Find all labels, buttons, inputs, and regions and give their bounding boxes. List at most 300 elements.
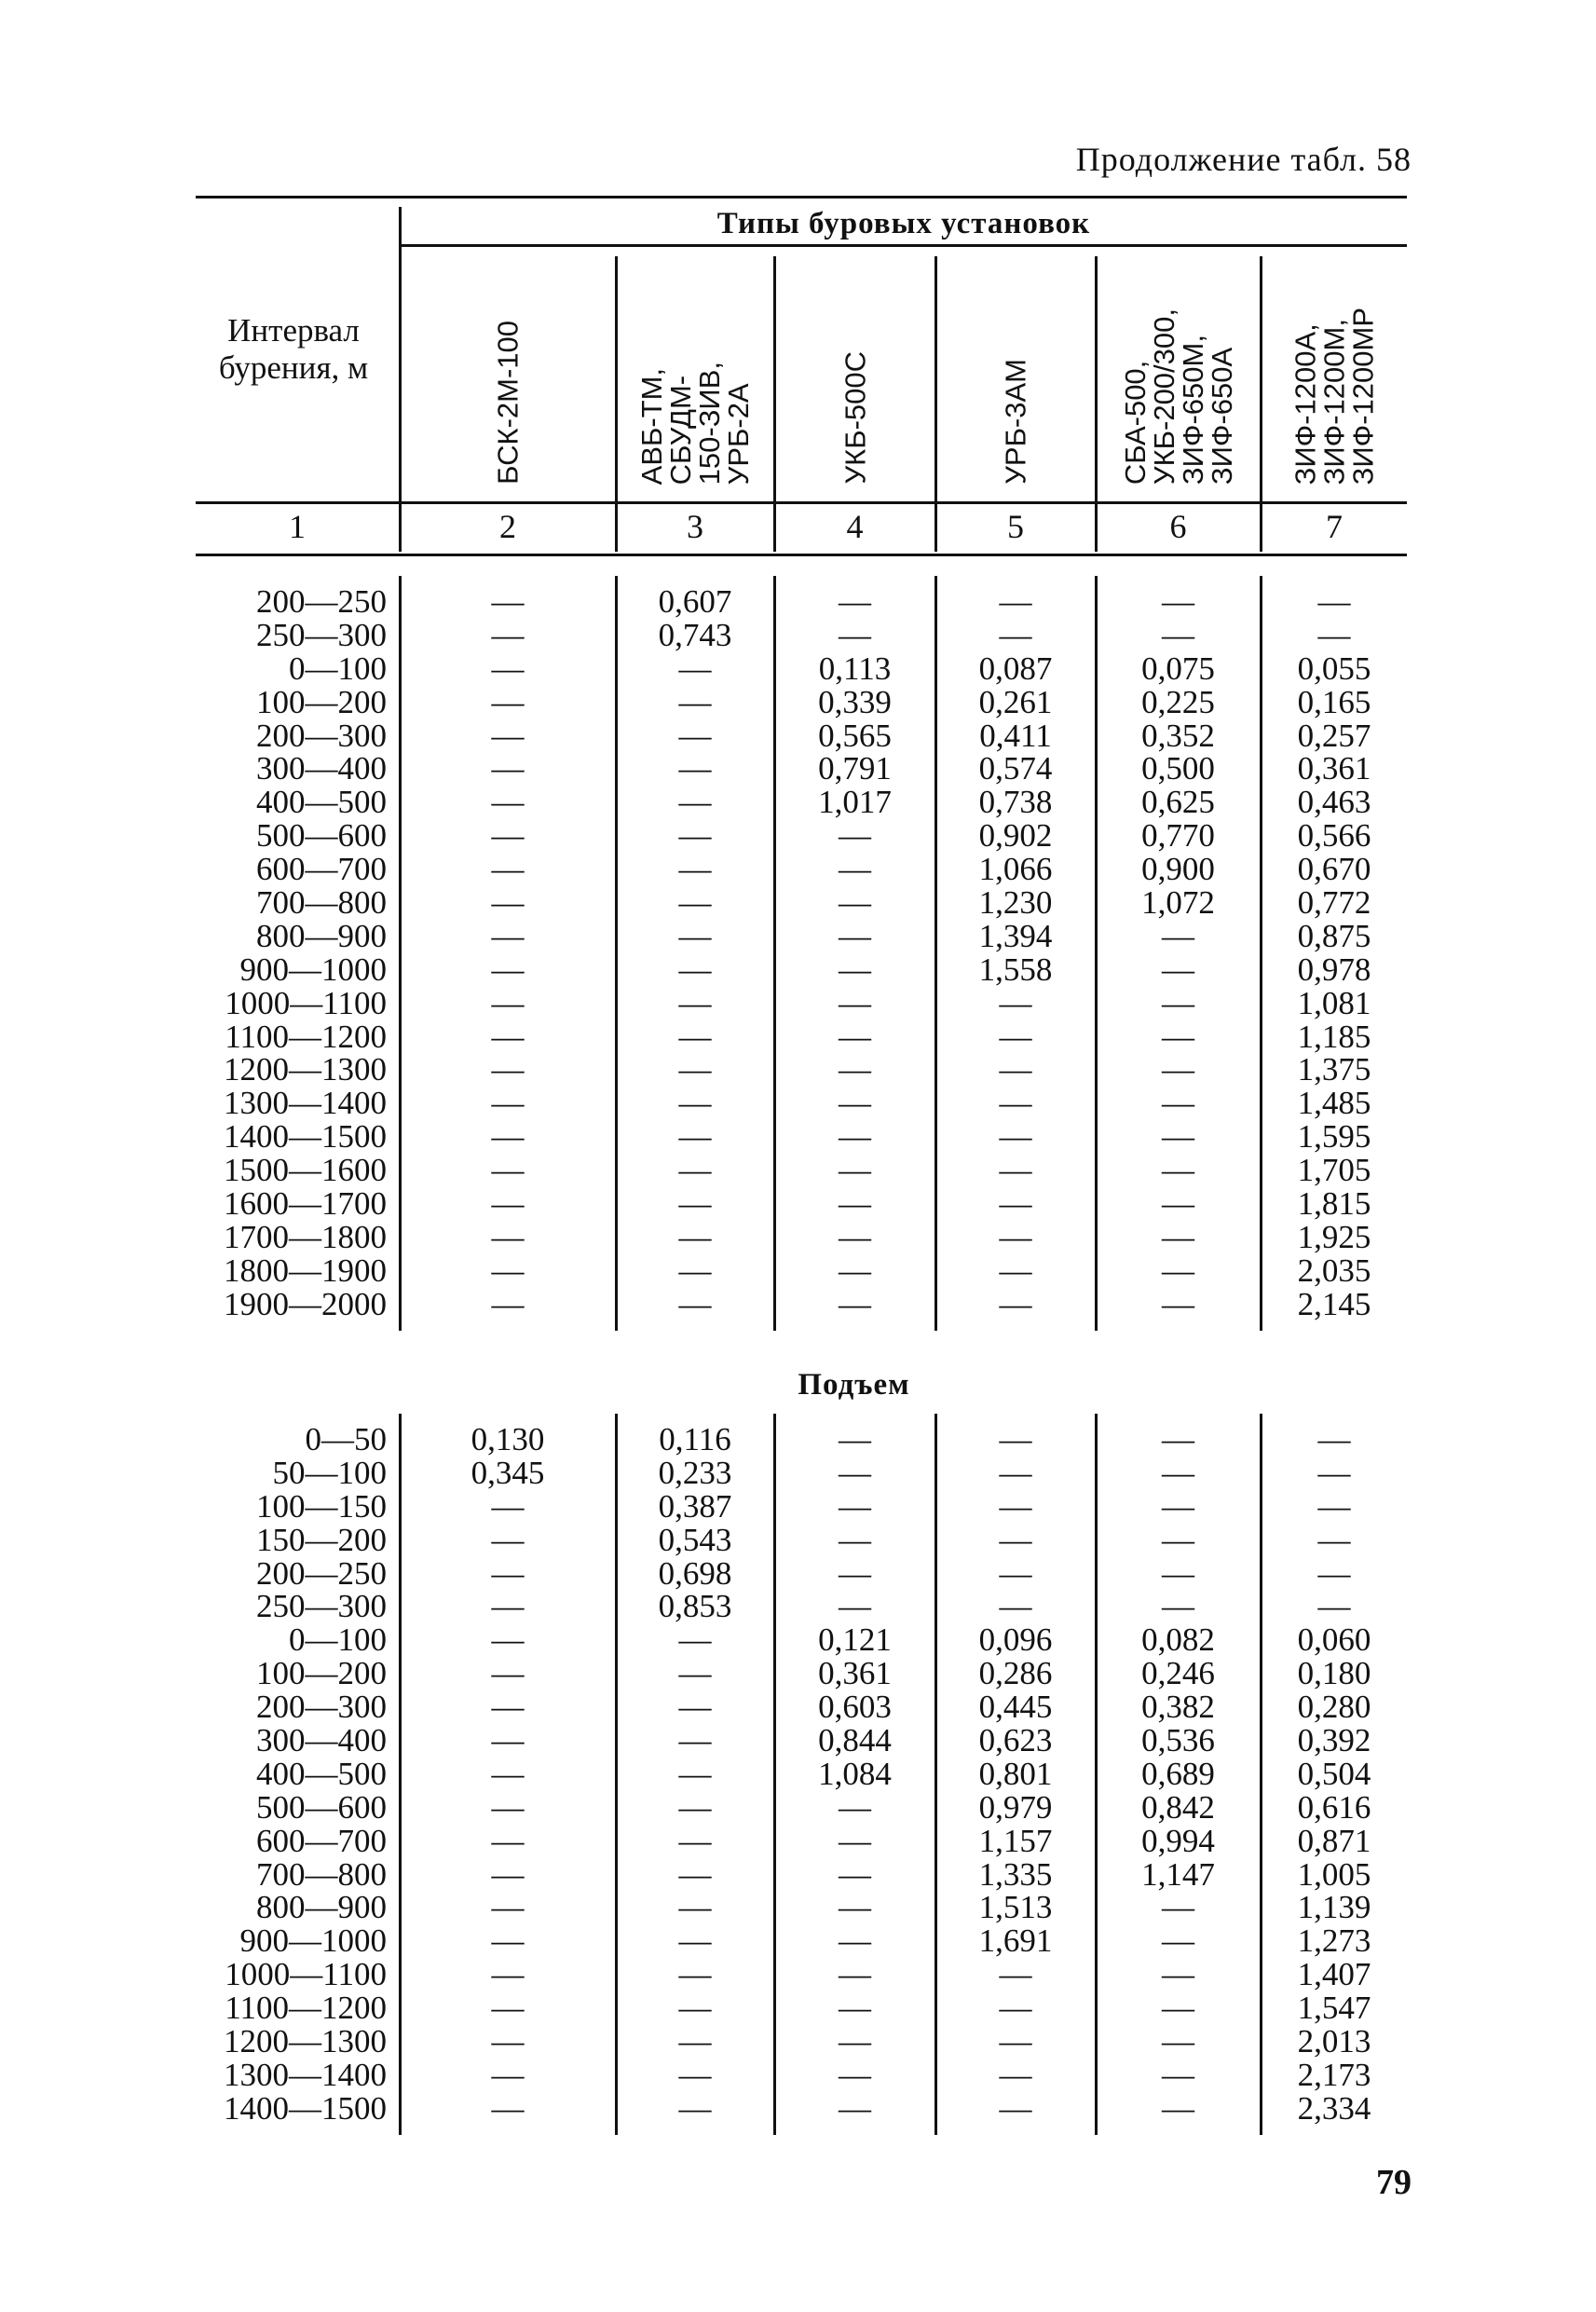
table-cell: —: [999, 1018, 1032, 1055]
table-cell: 2,145: [1297, 1285, 1371, 1322]
table-cell: 1,595: [1297, 1118, 1371, 1156]
table-cell: 0,801: [978, 1755, 1053, 1792]
table-cell: 1,066: [978, 851, 1053, 888]
table-cell: 0,565: [818, 717, 892, 754]
section2-column-c3: [617, 1423, 773, 2126]
table-cell: —: [678, 2056, 712, 2093]
table-cell: —: [678, 1956, 712, 1993]
table-cell: —: [491, 1588, 525, 1625]
table-cell: 1,547: [1297, 1990, 1371, 2027]
table-cell: 0,392: [1297, 1722, 1371, 1759]
table-cell: 0—100: [289, 650, 387, 687]
table-cell: 1200—1300: [224, 1051, 387, 1088]
table-cell: 600—700: [256, 851, 387, 888]
table-cell: —: [678, 1252, 712, 1289]
table-cell: 400—500: [256, 784, 387, 821]
section1-column-c4: [775, 585, 934, 1321]
table-cell: —: [839, 2023, 871, 2060]
table-cell: 1,072: [1141, 884, 1215, 922]
table-cell: —: [678, 817, 712, 855]
table-cell: 100—200: [256, 1655, 387, 1692]
table-cell: —: [491, 1185, 525, 1223]
table-cell: —: [839, 817, 871, 855]
table-cell: —: [491, 1722, 525, 1759]
table-cell: —: [1162, 2056, 1194, 2093]
table-cell: 1,375: [1297, 1051, 1371, 1088]
table-cell: —: [839, 1421, 871, 1457]
col-number-4: 4: [846, 508, 864, 545]
table-cell: —: [839, 1252, 871, 1289]
table-cell: —: [1162, 1018, 1194, 1055]
table-cell: —: [1162, 583, 1194, 620]
table-cell: —: [491, 1285, 525, 1322]
table-cell: 150—200: [256, 1521, 387, 1558]
table-cell: —: [999, 1118, 1032, 1156]
table-cell: —: [999, 616, 1032, 653]
table-cell: —: [839, 2089, 871, 2127]
table-cell: —: [999, 1487, 1032, 1525]
table-cell: —: [1162, 1554, 1194, 1592]
table-cell: —: [678, 1755, 712, 1792]
table-cell: —: [678, 1185, 712, 1223]
table-cell: —: [839, 1285, 871, 1322]
col-head-7: ЗИФ-1200А, ЗИФ-1200М, ЗИФ-1200МР: [1289, 307, 1380, 485]
table-cell: 0,445: [978, 1689, 1053, 1726]
table-cell: 900—1000: [239, 1922, 387, 1960]
table-cell: 100—200: [256, 683, 387, 720]
table-cell: —: [491, 817, 525, 855]
table-cell: —: [491, 1788, 525, 1826]
table-cell: —: [1162, 1956, 1194, 1993]
table-cell: —: [1317, 616, 1351, 653]
table-cell: 0,075: [1141, 650, 1215, 687]
section2-column-c6: [1097, 1423, 1260, 2126]
table-cell: 0,261: [978, 683, 1053, 720]
page-number: 79: [1376, 2163, 1412, 2202]
table-cell: 0,113: [818, 650, 892, 687]
table-cell: —: [491, 1487, 525, 1525]
table-cell: 200—300: [256, 1689, 387, 1726]
col-head-3: АВБ-ТМ, СБУДМ- 150-ЗИВ, УРБ-2А: [635, 361, 755, 485]
table-cell: 0,504: [1297, 1755, 1371, 1792]
numbers-bottom-rule: [196, 554, 1407, 556]
table-cell: —: [839, 917, 871, 954]
table-cell: —: [1162, 1421, 1194, 1457]
table-cell: 0,738: [978, 784, 1053, 821]
table-cell: 0,566: [1297, 817, 1371, 855]
top-rule: [196, 196, 1407, 198]
section1-column-c5: [936, 585, 1095, 1321]
table-cell: —: [999, 1990, 1032, 2027]
table-cell: 2,334: [1297, 2089, 1371, 2127]
table-cell: —: [678, 1152, 712, 1189]
table-cell: —: [491, 583, 525, 620]
table-cell: 0,607: [658, 583, 732, 620]
table-cell: —: [491, 683, 525, 720]
section1-column-c6: [1097, 585, 1260, 1321]
table-cell: —: [839, 583, 871, 620]
table-cell: —: [1162, 1285, 1194, 1322]
table-cell: 0,087: [978, 650, 1053, 687]
table-cell: 1,925: [1297, 1218, 1371, 1255]
table-cell: —: [491, 1554, 525, 1592]
table-cell: 900—1000: [239, 951, 387, 988]
table-cell: —: [999, 1956, 1032, 1993]
table-cell: 250—300: [256, 616, 387, 653]
table-cell: —: [491, 784, 525, 821]
section2-column-intervals: [196, 1423, 387, 2126]
table-cell: —: [839, 1788, 871, 1826]
table-cell: —: [839, 951, 871, 988]
table-cell: —: [839, 2056, 871, 2093]
table-cell: —: [1162, 917, 1194, 954]
table-cell: 0,623: [978, 1722, 1053, 1759]
table-cell: 300—400: [256, 1722, 387, 1759]
table-cell: —: [839, 1588, 871, 1625]
table-cell: 1,691: [978, 1922, 1053, 1960]
section2-column-c7: [1262, 1423, 1407, 2126]
table-cell: —: [678, 1018, 712, 1055]
table-cell: 1,185: [1297, 1018, 1371, 1055]
table-cell: —: [1162, 1521, 1194, 1558]
table-cell: —: [1317, 1454, 1351, 1491]
table-cell: 1,081: [1297, 984, 1371, 1021]
table-cell: 0,844: [818, 1722, 892, 1759]
table-cell: 1,394: [978, 917, 1053, 954]
table-cell: 0,603: [818, 1689, 892, 1726]
table-cell: —: [491, 1118, 525, 1156]
table-cell: —: [678, 1218, 712, 1255]
table-cell: 1,407: [1297, 1956, 1371, 1993]
col-number-2: 2: [499, 508, 516, 545]
table-cell: 50—100: [272, 1454, 387, 1491]
table-cell: —: [999, 1454, 1032, 1491]
table-cell: 0,382: [1141, 1689, 1215, 1726]
table-cell: 1,705: [1297, 1152, 1371, 1189]
table-cell: —: [1162, 1922, 1194, 1960]
table-cell: —: [678, 984, 712, 1021]
table-cell: 300—400: [256, 750, 387, 787]
table-cell: —: [678, 1285, 712, 1322]
table-cell: 0,280: [1297, 1689, 1371, 1726]
table-cell: 0,842: [1141, 1788, 1215, 1826]
table-cell: —: [999, 1285, 1032, 1322]
table-cell: —: [1162, 1218, 1194, 1255]
table-cell: 200—300: [256, 717, 387, 754]
table-cell: 0,286: [978, 1655, 1053, 1692]
col-number-1: 1: [289, 508, 306, 545]
table-cell: —: [491, 884, 525, 922]
table-cell: —: [999, 2089, 1032, 2127]
table-cell: 1700—1800: [224, 1218, 387, 1255]
table-cell: —: [1162, 984, 1194, 1021]
table-cell: —: [678, 1889, 712, 1926]
col-head-2: БСК-2М-100: [491, 321, 525, 485]
table-cell: —: [678, 650, 712, 687]
table-cell: —: [491, 2023, 525, 2060]
table-cell: —: [1162, 1487, 1194, 1525]
table-cell: —: [999, 984, 1032, 1021]
table-cell: —: [1317, 583, 1351, 620]
table-cell: —: [839, 1218, 871, 1255]
table-cell: 0,871: [1297, 1822, 1371, 1859]
table-cell: —: [999, 1152, 1032, 1189]
section2-column-c2: [401, 1423, 615, 2126]
table-cell: —: [1162, 1185, 1194, 1223]
table-cell: 0,352: [1141, 717, 1215, 754]
table-cell: 2,035: [1297, 1252, 1371, 1289]
table-cell: 0,257: [1297, 717, 1371, 754]
table-cell: —: [839, 1185, 871, 1223]
table-cell: —: [999, 1421, 1032, 1457]
table-cell: —: [678, 884, 712, 922]
table-cell: 0,698: [658, 1554, 732, 1592]
table-cell: —: [678, 951, 712, 988]
table-cell: —: [491, 951, 525, 988]
table-cell: 800—900: [256, 1889, 387, 1926]
table-cell: —: [839, 1822, 871, 1859]
table-cell: 1300—1400: [224, 2056, 387, 2093]
table-cell: —: [999, 1051, 1032, 1088]
table-cell: —: [678, 1689, 712, 1726]
table-cell: —: [999, 1252, 1032, 1289]
table-cell: 1,139: [1297, 1889, 1371, 1926]
table-cell: 1600—1700: [224, 1185, 387, 1223]
table-cell: 2,013: [1297, 2023, 1371, 2060]
table-cell: —: [491, 1922, 525, 1960]
section2-column-c4: [775, 1423, 934, 2126]
table-cell: 400—500: [256, 1755, 387, 1792]
table-cell: 1,558: [978, 951, 1053, 988]
table-cell: —: [839, 1956, 871, 1993]
table-cell: 1,335: [978, 1855, 1053, 1893]
table-caption: Продолжение табл. 58: [1075, 141, 1412, 178]
table-cell: 0,574: [978, 750, 1053, 787]
table-cell: 0,225: [1141, 683, 1215, 720]
table-cell: 1,513: [978, 1889, 1053, 1926]
table-cell: 0,902: [978, 817, 1053, 855]
table-cell: 1100—1200: [225, 1990, 387, 2027]
section2-column-c5: [936, 1423, 1095, 2126]
table-cell: 1900—2000: [224, 1285, 387, 1322]
table-cell: —: [839, 1118, 871, 1156]
table-cell: 0,743: [658, 616, 732, 653]
table-cell: —: [491, 1018, 525, 1055]
table-cell: —: [1162, 1454, 1194, 1491]
table-cell: 0,543: [658, 1521, 732, 1558]
table-cell: 0,616: [1297, 1788, 1371, 1826]
table-cell: —: [1162, 2089, 1194, 2127]
table-cell: —: [678, 1118, 712, 1156]
table-cell: —: [678, 717, 712, 754]
table-cell: 0,345: [471, 1454, 545, 1491]
table-cell: —: [839, 1487, 871, 1525]
table-cell: 700—800: [256, 1855, 387, 1893]
table-cell: —: [999, 1554, 1032, 1592]
table-cell: 1,815: [1297, 1185, 1371, 1223]
table-cell: 1,017: [818, 784, 892, 821]
table-cell: 1,273: [1297, 1922, 1371, 1960]
table-cell: 1,084: [818, 1755, 892, 1792]
table-cell: 0,082: [1141, 1621, 1215, 1659]
table-cell: 500—600: [256, 817, 387, 855]
table-cell: 1400—1500: [224, 1118, 387, 1156]
table-cell: 0,463: [1297, 784, 1371, 821]
table-cell: —: [678, 1722, 712, 1759]
table-cell: —: [999, 1218, 1032, 1255]
table-cell: —: [491, 1855, 525, 1893]
table-cell: 0,978: [1297, 951, 1371, 988]
table-cell: —: [678, 1990, 712, 2027]
table-cell: —: [999, 2056, 1032, 2093]
table-cell: 500—600: [256, 1788, 387, 1826]
table-cell: 1,147: [1141, 1855, 1215, 1893]
table-cell: 1,005: [1297, 1855, 1371, 1893]
table-cell: —: [839, 1454, 871, 1491]
table-cell: 0,055: [1297, 650, 1371, 687]
table-cell: —: [999, 2023, 1032, 2060]
table-cell: —: [678, 1822, 712, 1859]
table-cell: 1,230: [978, 884, 1053, 922]
table-cell: —: [839, 1554, 871, 1592]
table-cell: —: [678, 2023, 712, 2060]
table-cell: 0,339: [818, 683, 892, 720]
table-cell: —: [839, 1922, 871, 1960]
table-cell: 0,116: [659, 1421, 731, 1457]
table-cell: —: [839, 1085, 871, 1122]
table-cell: —: [1162, 616, 1194, 653]
table-cell: —: [678, 1922, 712, 1960]
table-cell: 250—300: [256, 1588, 387, 1625]
table-cell: 0,060: [1297, 1621, 1371, 1659]
table-cell: 1500—1600: [224, 1152, 387, 1189]
table-cell: —: [1317, 1554, 1351, 1592]
table-cell: —: [839, 1018, 871, 1055]
table-cell: —: [839, 1990, 871, 2027]
table-cell: —: [839, 1521, 871, 1558]
table-cell: —: [1317, 1487, 1351, 1525]
table-cell: —: [839, 616, 871, 653]
table-cell: 1100—1200: [225, 1018, 387, 1055]
table-cell: 0,233: [658, 1454, 732, 1491]
table-cell: —: [491, 2089, 525, 2127]
table-cell: —: [839, 1889, 871, 1926]
table-cell: —: [678, 1051, 712, 1088]
section1-column-c2: [401, 585, 615, 1321]
table-cell: —: [678, 1788, 712, 1826]
table-cell: —: [491, 1655, 525, 1692]
table-cell: 1000—1100: [225, 1956, 387, 1993]
table-cell: 0,979: [978, 1788, 1053, 1826]
table-cell: —: [1162, 1252, 1194, 1289]
col-head-6: СБА-500, УКБ-200/300, ЗИФ-650М, ЗИФ-650А: [1118, 308, 1238, 485]
table-cell: —: [491, 616, 525, 653]
table-cell: —: [1162, 1588, 1194, 1625]
table-cell: 1000—1100: [225, 984, 387, 1021]
table-cell: 1200—1300: [224, 2023, 387, 2060]
group-title-rule: [401, 244, 1407, 247]
table-cell: —: [1162, 2023, 1194, 2060]
table-cell: —: [1317, 1521, 1351, 1558]
table-cell: 1400—1500: [224, 2089, 387, 2127]
col-number-3: 3: [687, 508, 703, 545]
table-cell: —: [491, 750, 525, 787]
table-cell: —: [678, 784, 712, 821]
table-cell: 100—150: [256, 1487, 387, 1525]
table-cell: 800—900: [256, 917, 387, 954]
table-cell: —: [678, 1621, 712, 1659]
table-cell: 0,130: [471, 1421, 545, 1457]
table-cell: —: [1162, 1990, 1194, 2027]
table-cell: —: [678, 1085, 712, 1122]
table-cell: 0,772: [1297, 884, 1371, 922]
col-number-5: 5: [1007, 508, 1024, 545]
table-cell: —: [1162, 1118, 1194, 1156]
table-cell: —: [491, 1051, 525, 1088]
table-cell: 0,246: [1141, 1655, 1215, 1692]
table-cell: —: [491, 851, 525, 888]
table-cell: —: [1162, 1889, 1194, 1926]
row-header: Интервал бурения, м: [218, 312, 369, 386]
table-cell: —: [491, 1889, 525, 1926]
table-cell: —: [1162, 1152, 1194, 1189]
table-cell: 0,411: [979, 717, 1052, 754]
table-cell: —: [678, 750, 712, 787]
table-cell: —: [999, 1085, 1032, 1122]
table-cell: —: [839, 851, 871, 888]
table-cell: 0,387: [658, 1487, 732, 1525]
table-cell: —: [839, 884, 871, 922]
table-cell: 0,536: [1141, 1722, 1215, 1759]
col-head-4: УКБ-500С: [839, 351, 871, 485]
table-cell: 0,900: [1141, 851, 1215, 888]
table-cell: —: [678, 1855, 712, 1893]
table-cell: —: [491, 1218, 525, 1255]
table-cell: —: [491, 1152, 525, 1189]
table-cell: —: [491, 1252, 525, 1289]
table-cell: 200—250: [256, 583, 387, 620]
table-cell: —: [999, 1185, 1032, 1223]
table-cell: —: [491, 917, 525, 954]
table-cell: 0,180: [1297, 1655, 1371, 1692]
table-cell: —: [491, 650, 525, 687]
header-bottom-rule: [196, 501, 1407, 504]
table-cell: —: [839, 1051, 871, 1088]
table-cell: —: [491, 1085, 525, 1122]
table-cell: 1,485: [1297, 1085, 1371, 1122]
table-cell: —: [678, 917, 712, 954]
table-cell: —: [491, 984, 525, 1021]
col-head-5: УРБ-3АМ: [999, 359, 1032, 485]
table-cell: 0,121: [818, 1621, 892, 1659]
table-cell: 1,157: [978, 1822, 1053, 1859]
table-cell: 0,853: [658, 1588, 732, 1625]
table-cell: —: [839, 984, 871, 1021]
col-number-6: 6: [1169, 508, 1187, 545]
table-cell: —: [999, 1588, 1032, 1625]
table-cell: 0,791: [818, 750, 892, 787]
table-cell: —: [1162, 1085, 1194, 1122]
section-label: Подъем: [798, 1368, 910, 1402]
table-cell: 200—250: [256, 1554, 387, 1592]
table-cell: 0,689: [1141, 1755, 1215, 1792]
table-cell: —: [491, 1755, 525, 1792]
table-cell: 0—100: [289, 1621, 387, 1659]
table-cell: —: [491, 1956, 525, 1993]
table-cell: 0,165: [1297, 683, 1371, 720]
table-cell: —: [1162, 951, 1194, 988]
table-cell: —: [678, 851, 712, 888]
